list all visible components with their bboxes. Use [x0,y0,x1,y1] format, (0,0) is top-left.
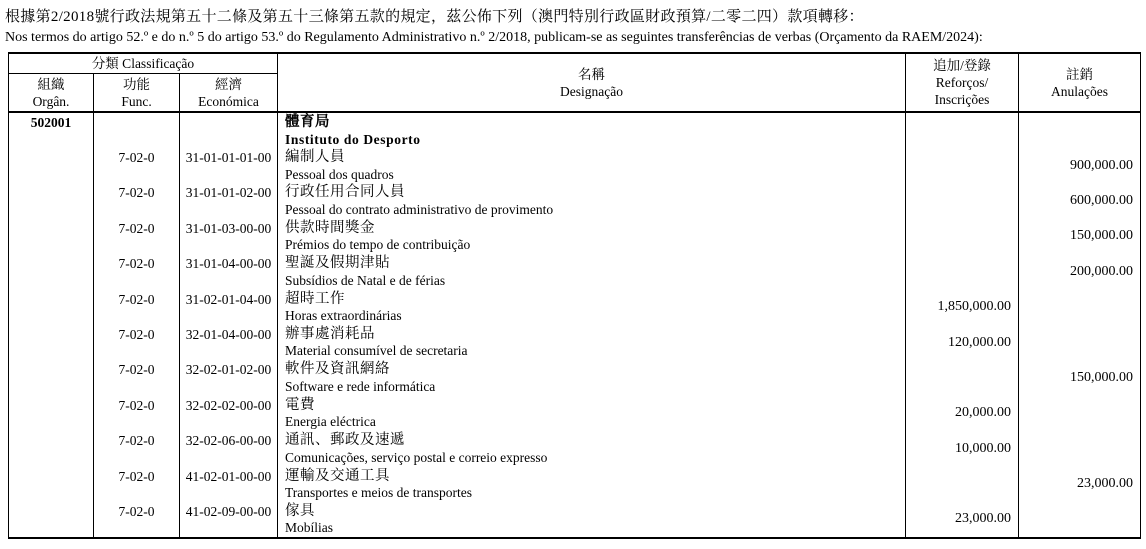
table-body [9,112,1141,538]
anulacoes-amount-cell [1019,431,1141,466]
func-code-cell: 7-02-0 [94,183,180,218]
header-reforcos-pt2: Inscrições [934,92,990,107]
designation-zh: 運輸及交通工具 [285,467,390,484]
designation-zh: 辦事處消耗品 [285,325,375,342]
header-anulacoes-zh: 註銷 [1066,66,1093,82]
designation-cell [278,360,906,395]
table-header [9,53,1141,112]
designation-cell [278,183,906,218]
func-code-cell: 7-02-0 [94,360,180,395]
designation-pt: Instituto do Desporto [285,131,421,147]
header-row-1 [9,53,1141,74]
func-code-cell [94,112,180,148]
reforcos-amount-cell [906,219,1019,254]
intro-line-pt: Nos termos do artigo 52.º e do n.º 5 do artigo 53.º do Regulamento Administrativo n.º 2/2018, publicam-se as seguintes transferências de verbas (Orçamento da RAEM/2024): [5,30,983,45]
designation-zh: 編制人員 [285,149,345,165]
reforcos-amount-cell [906,360,1019,395]
designation-cell [278,254,906,289]
anulacoes-amount-cell [1019,325,1141,360]
designation-cell [278,148,906,183]
table-row [9,502,1141,538]
table-row [9,148,1141,183]
org-code-cell [9,183,94,218]
designation-cell [278,431,906,466]
header-classification: 分類 Classificação [9,53,278,74]
org-code-cell [9,467,94,502]
designation-pt: Material consumível de secretaria [285,343,468,359]
table-row [9,112,1141,148]
header-reforcos [906,53,1019,112]
designation-zh: 行政任用合同人員 [285,184,405,201]
econ-code-cell: 31-01-04-00-00 [180,254,278,289]
header-org [9,74,94,113]
func-code-cell: 7-02-0 [94,396,180,431]
econ-code-cell: 31-01-03-00-00 [180,219,278,254]
anulacoes-amount-cell: 900,000.00 [1019,148,1141,183]
designation-pt: Mobílias [285,520,334,536]
econ-code-cell: 41-02-09-00-00 [180,502,278,538]
reforcos-amount-cell: 120,000.00 [906,325,1019,360]
org-code-cell [9,325,94,360]
header-econ [180,74,278,113]
reforcos-amount-cell [906,183,1019,218]
org-code-cell [9,431,94,466]
func-code-cell: 7-02-0 [94,502,180,538]
econ-code-cell: 32-02-06-00-00 [180,431,278,466]
designation-zh: 聖誕及假期津貼 [285,255,390,272]
designation-zh: 傢具 [285,502,315,519]
header-org-pt: Orgân. [32,93,70,109]
anulacoes-amount-cell [1019,396,1141,431]
designation-pt: Comunicações, serviço postal e correio expresso [285,449,548,465]
designation-pt: Prémios do tempo de contribuição [285,237,471,253]
func-code-cell: 7-02-0 [94,254,180,289]
anulacoes-amount-cell: 23,000.00 [1019,467,1141,502]
designation-cell [278,325,906,360]
table-row [9,431,1141,466]
designation-cell [278,467,906,502]
designation-zh: 通訊、郵政及速遞 [285,432,405,449]
func-code-cell: 7-02-0 [94,431,180,466]
designation-cell [278,396,906,431]
designation-pt: Energia eléctrica [285,414,376,430]
org-code-cell [9,396,94,431]
reforcos-amount-cell: 1,850,000.00 [906,290,1019,325]
designation-pt: Subsídios de Natal e de férias [285,272,446,288]
designation-zh: 超時工作 [285,290,345,307]
func-code-cell: 7-02-0 [94,325,180,360]
func-code-cell: 7-02-0 [94,148,180,183]
econ-code-cell: 32-02-01-02-00 [180,360,278,395]
org-code-cell: 502001 [9,112,94,148]
designation-cell [278,219,906,254]
designation-cell [278,290,906,325]
anulacoes-amount-cell: 150,000.00 [1019,360,1141,395]
econ-code-cell [180,112,278,148]
header-func-zh: 功能 [123,76,150,92]
header-anulacoes-pt: Anulações [1051,83,1108,99]
header-designation-pt: Designação [560,83,623,99]
econ-code-cell: 31-01-01-02-00 [180,183,278,218]
header-anulacoes [1019,53,1141,112]
reforcos-amount-cell [906,467,1019,502]
designation-pt: Pessoal do contrato administrativo de provimento [285,201,554,217]
org-code-cell [9,148,94,183]
table-row [9,254,1141,289]
econ-code-cell: 32-02-02-00-00 [180,396,278,431]
designation-pt: Pessoal dos quadros [285,166,394,182]
reforcos-amount-cell [906,254,1019,289]
header-designation-zh: 名稱 [578,66,605,82]
header-reforcos-zh: 追加/登錄 [933,58,991,73]
designation-zh: 體育局 [285,114,330,130]
reforcos-amount-cell: 20,000.00 [906,396,1019,431]
org-code-cell [9,502,94,538]
header-designation [278,53,906,112]
table-row [9,325,1141,360]
table-row [9,183,1141,218]
table-row [9,396,1141,431]
designation-cell [278,112,906,148]
table-row [9,290,1141,325]
intro-paragraph [0,0,1146,48]
org-code-cell [9,290,94,325]
anulacoes-amount-cell [1019,112,1141,148]
designation-zh: 供款時間獎金 [285,219,375,236]
header-func [94,74,180,113]
budget-transfer-table [8,52,1141,539]
anulacoes-amount-cell [1019,502,1141,538]
table-row [9,360,1141,395]
org-code-cell [9,254,94,289]
anulacoes-amount-cell: 200,000.00 [1019,254,1141,289]
anulacoes-amount-cell: 150,000.00 [1019,219,1141,254]
econ-code-cell: 32-01-04-00-00 [180,325,278,360]
header-econ-pt: Económica [198,93,259,109]
reforcos-amount-cell: 10,000.00 [906,431,1019,466]
econ-code-cell: 41-02-01-00-00 [180,467,278,502]
header-org-zh: 組織 [37,76,65,92]
header-econ-zh: 經濟 [215,76,242,92]
anulacoes-amount-cell: 600,000.00 [1019,183,1141,218]
table-row [9,219,1141,254]
designation-zh: 軟件及資訊網絡 [285,361,390,378]
org-code-cell [9,360,94,395]
table-row [9,467,1141,502]
designation-zh: 電費 [285,396,315,413]
reforcos-amount-cell [906,148,1019,183]
designation-pt: Transportes e meios de transportes [285,485,472,501]
reforcos-amount-cell: 23,000.00 [906,502,1019,538]
designation-pt: Software e rede informática [285,378,436,394]
header-func-pt: Func. [121,93,152,109]
anulacoes-amount-cell [1019,290,1141,325]
reforcos-amount-cell [906,112,1019,148]
designation-cell [278,502,906,538]
func-code-cell: 7-02-0 [94,467,180,502]
intro-line-zh: 根據第2/2018號行政法規第五十二條及第五十三條第五款的規定，茲公佈下列（澳門特別行政區財政預算/二零二四）款項轉移： [5,9,864,25]
header-reforcos-pt1: Reforços/ [935,75,989,90]
econ-code-cell: 31-01-01-01-00 [180,148,278,183]
designation-pt: Horas extraordinárias [285,308,402,324]
org-code-cell [9,219,94,254]
func-code-cell: 7-02-0 [94,219,180,254]
func-code-cell: 7-02-0 [94,290,180,325]
econ-code-cell: 31-02-01-04-00 [180,290,278,325]
